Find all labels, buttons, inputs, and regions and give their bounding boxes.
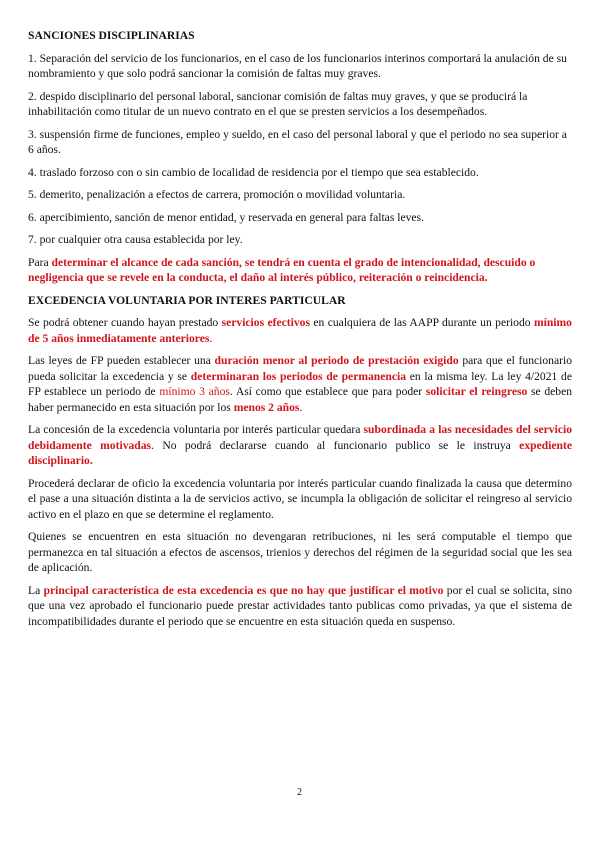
- text-run: Se podrá obtener cuando hayan prestado: [28, 316, 222, 329]
- highlighted-text: menos 2 años: [233, 400, 300, 414]
- text-run: se deben haber permanecido en esta situación por los: [28, 385, 573, 414]
- text-run: en cualquiera de las AAPP durante un periodo: [309, 316, 534, 329]
- section-heading-sanciones: SANCIONES DISCIPLINARIAS: [28, 29, 195, 42]
- text-run: Para: [28, 255, 52, 269]
- text-run: en la misma ley. La ley 4/2021 de FP establece un periodo de: [28, 369, 572, 398]
- list-item: 7. por cualquier otra causa establecida por ley.: [28, 233, 243, 246]
- excedencia-paragraph-1: [28, 315, 572, 346]
- text-run: . No podrá declararse cuando al funcionario publico se le instruya: [151, 438, 520, 452]
- excedencia-paragraph-2: [28, 353, 572, 415]
- text-run: La concesión de la excedencia voluntaria por interés particular quedara: [28, 423, 364, 436]
- highlighted-text: expediente disciplinario.: [28, 438, 572, 467]
- excedencia-paragraph-6: [28, 583, 572, 630]
- list-item: 4. traslado forzoso con o sin cambio de localidad de residencia por el tiempo que sea establecido.: [28, 165, 479, 179]
- text-run: La: [28, 583, 44, 597]
- highlighted-text: subordinada a las necesidades del servicio debidamente motivadas: [28, 423, 572, 452]
- highlighted-text: determinar el alcance de cada sanción, se tendrá en cuenta el grado de intencionalidad, descuido o negligencia que se revele en la conducta, el daño al interés público, reiteración o reincidencia.: [28, 255, 536, 284]
- text-run: .: [209, 331, 213, 345]
- highlighted-text: determinaran los periodos de permanencia: [190, 369, 407, 383]
- sanciones-closing-paragraph: [28, 255, 572, 286]
- highlighted-text: servicios efectivos: [221, 316, 310, 329]
- excedencia-paragraph-5: Quienes se encuentren en esta situación no devengaran retribuciones, ni les será computable el tiempo que permanezca en tal situación a efectos de ascensos, trienios y derechos del régimen de la seguridad social que les sea de aplicación.: [28, 530, 572, 574]
- list-item: 1. Separación del servicio de los funcionarios, en el caso de los funcionarios interinos comportará la anulación de su nombramiento y que solo podrá sancionar la comisión de faltas muy graves.: [28, 51, 567, 80]
- excedencia-paragraph-3: [28, 422, 572, 469]
- document-page: [28, 28, 572, 636]
- highlighted-text: solicitar el reingreso: [425, 385, 528, 398]
- text-run: .: [299, 400, 303, 414]
- list-item: 6. apercibimiento, sanción de menor entidad, y reservada en general para faltas leves.: [28, 210, 424, 224]
- list-item: 5. demerito, penalización a efectos de carrera, promoción o movilidad voluntaria.: [28, 188, 406, 201]
- highlighted-text: principal característica de esta excedencia es que no hay que justificar el motivo: [43, 583, 444, 597]
- text-run: . Así como que establece que para poder: [229, 385, 426, 398]
- highlighted-text: duración menor al periodo de prestación exigido: [214, 354, 459, 367]
- text-run: para que el funcionario pueda solicitar la excedencia y se: [28, 354, 572, 383]
- text-run: Las leyes de FP pueden establecer una: [28, 354, 215, 367]
- highlighted-text: mínimo 3 años: [159, 385, 230, 398]
- excedencia-paragraph-4: Procederá declarar de oficio la excedencia voluntaria por interés particular cuando finalizada la causa que determino el pase a una situación distinta a la de servicios activo, se incumpla la obligación de solicitar el reingreso al servicio activo en el plazo en que se determine el reglamento.: [28, 476, 572, 521]
- list-item: 2. despido disciplinario del personal laboral, sancionar comisión de faltas muy graves, y que se producirá la inhabilitación como titular de un nuevo contrato en el que se presten servicios a los desempeñados.: [28, 89, 528, 118]
- section-heading-excedencia: EXCEDENCIA VOLUNTARIA POR INTERES PARTICULAR: [28, 293, 346, 307]
- text-run: por el cual se solicita, sino que una vez aprobado el funcionario puede prestar actividades tanto publicas como privadas, ya que el sistema de incompatibilidades durante el periodo que se encuentre en esta situación queda en suspenso.: [28, 583, 572, 628]
- highlighted-text: mínimo de 5 años inmediatamente anteriores: [28, 316, 572, 345]
- page-number: 2: [297, 787, 302, 798]
- list-item: 3. suspensión firme de funciones, empleo y sueldo, en el caso del personal laboral y que el periodo no sea superior a 6 años.: [28, 127, 567, 156]
